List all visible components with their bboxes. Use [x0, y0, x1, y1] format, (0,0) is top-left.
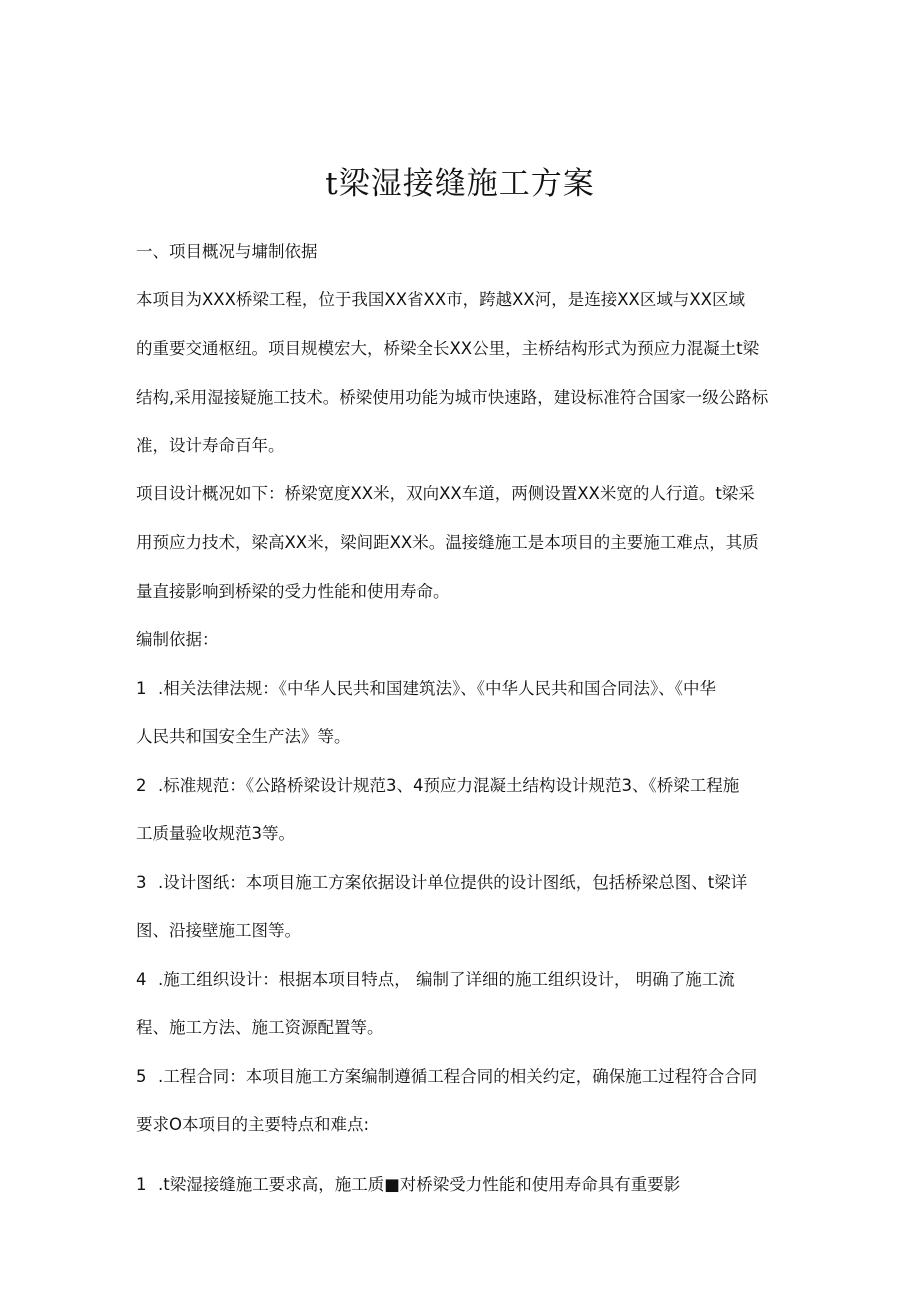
design-line-1: 项目设计概况如下：桥梁宽度XX米，双向XX车道，两侧设置XX米宽的人行道。t梁采 [136, 484, 755, 503]
design-line-3: 量直接影响到桥梁的受力性能和使用寿命。 [136, 582, 450, 601]
basis-heading: 编制依据： [136, 630, 219, 649]
basis-item-5-line-1 [136, 1065, 796, 1089]
section-heading: 一、项目概况与墉制依据 [136, 242, 318, 261]
basis-item-3-line-1 [136, 871, 796, 895]
list-text: .工程合同：本项目施工方案编制遵循工程合同的相关约定，确保施工过程符合合同 [158, 1067, 758, 1086]
list-text: .相关法律法规：《中华人民共和国建筑法》、《中华人民共和国合同法》、《中华 [158, 679, 716, 698]
document-title: t梁湿接缝施工方案 [325, 166, 595, 202]
overview-line-1: 本项目为XXX桥梁工程，位于我国XX省XX市，跨越XX河，是连接XX区域与XX区域 [136, 290, 745, 309]
list-text: .t梁湿接缝施工要求高，施工质■对桥梁受力性能和使用寿命具有重要影 [158, 1175, 681, 1194]
list-number: 1 [136, 1175, 147, 1194]
basis-item-3-line-2: 图、沿接壁施工图等。 [136, 921, 301, 940]
feature-item-1-line-1 [136, 1173, 796, 1197]
basis-item-4-line-1 [136, 968, 796, 992]
list-text: .标准规范：《公路桥梁设计规范3、4预应力混凝土结构设计规范3、《桥梁工程施 [158, 776, 740, 795]
basis-item-2-line-1 [136, 774, 796, 798]
list-text: .施工组织设计：根据本项目特点， 编制了详细的施工组织设计， 明确了施工流 [158, 970, 735, 989]
list-number: 1 [136, 679, 147, 698]
list-text: .设计图纸：本项目施工方案依据设计单位提供的设计图纸，包括桥梁总图、t梁详 [158, 873, 748, 892]
basis-item-5-line-2: 要求O本项目的主要特点和难点: [136, 1115, 370, 1134]
list-number: 3 [136, 873, 147, 892]
design-line-2: 用预应力技术，梁高XX米，梁间距XX米。温接缝施工是本项目的主要施工难点，其质 [136, 533, 759, 552]
list-number: 2 [136, 776, 147, 795]
overview-line-2: 的重要交通枢纽。项目规模宏大，桥梁全长XX公里，主桥结构形式为预应力混凝土t梁 [136, 339, 760, 358]
basis-item-1-line-2: 人民共和国安全生产法》等。 [136, 727, 351, 746]
basis-item-1-line-1 [136, 677, 796, 701]
overview-line-3: 结构,采用湿接疑施工技术。桥梁使用功能为城市快速路，建设标准符合国家一级公路标 [136, 388, 769, 407]
basis-item-4-line-2: 程、施工方法、施工资源配置等。 [136, 1018, 384, 1037]
list-number: 4 [136, 970, 147, 989]
basis-item-2-line-2: 工质量验收规范3等。 [136, 824, 295, 843]
list-number: 5 [136, 1067, 147, 1086]
overview-line-4: 准，设计寿命百年。 [136, 436, 285, 455]
